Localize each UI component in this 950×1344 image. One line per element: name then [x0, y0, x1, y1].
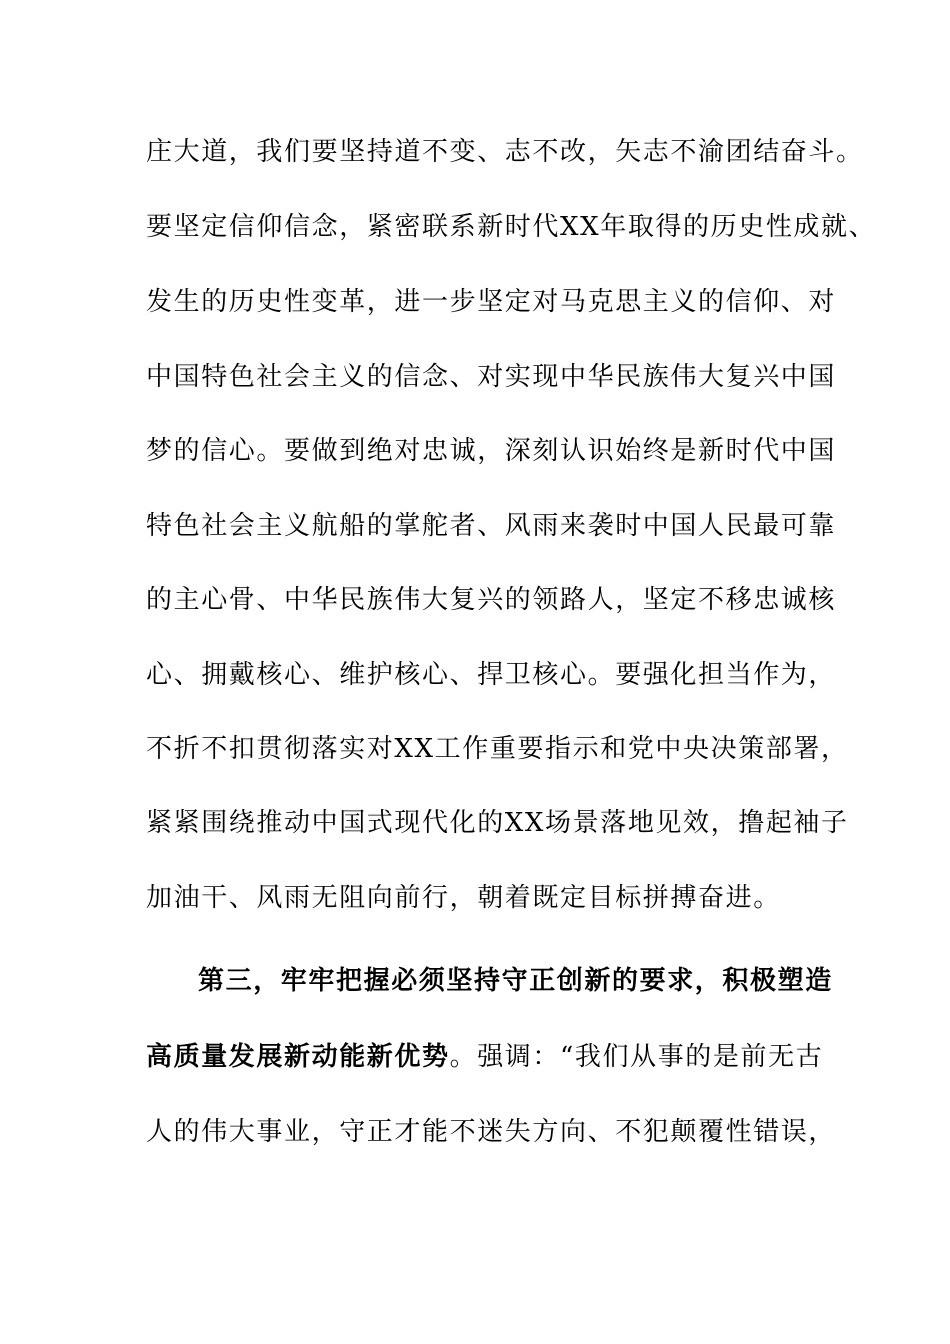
body-text-line: 紧紧围绕推动中国式现代化的XX场景落地见效，撸起袖子	[146, 808, 849, 838]
section-heading-continuation	[146, 1037, 846, 1077]
body-text-line: 中国特色社会主义的信念、对实现中华民族伟大复兴中国	[146, 362, 837, 392]
section-heading-bold-text: 高质量发展新动能新优势	[146, 1042, 450, 1072]
section-body-text: 。强调：“我们从事的是前无古	[449, 1042, 824, 1072]
body-text-line: 不折不扣贯彻落实对XX工作重要指示和党中央决策部署，	[146, 734, 849, 764]
section-heading: 第三，牢牢把握必须坚持守正创新的要求，积极塑造	[198, 966, 833, 996]
body-text-line: 特色社会主义航船的掌舵者、风雨来袭时中国人民最可靠	[146, 511, 837, 541]
body-text-line: 心、拥戴核心、维护核心、捍卫核心。要强化担当作为，	[146, 660, 837, 690]
body-text-line: 梦的信心。要做到绝对忠诚，深刻认识始终是新时代中国	[146, 436, 837, 466]
body-text-line: 人的伟大事业，守正才能不迷失方向、不犯颠覆性错误，	[146, 1117, 837, 1147]
body-text-line: 加油干、风雨无阻向前行，朝着既定目标拼搏奋进。	[146, 883, 781, 913]
body-text-line: 的主心骨、中华民族伟大复兴的领路人，坚定不移忠诚核	[146, 585, 837, 615]
body-text-line: 要坚定信仰信念，紧密联系新时代XX年取得的历史性成就、	[146, 212, 877, 242]
body-text-line: 庄大道，我们要坚持道不变、志不改，矢志不渝团结奋斗。	[146, 137, 864, 167]
body-text-line: 发生的历史性变革，进一步坚定对马克思主义的信仰、对	[146, 287, 837, 317]
